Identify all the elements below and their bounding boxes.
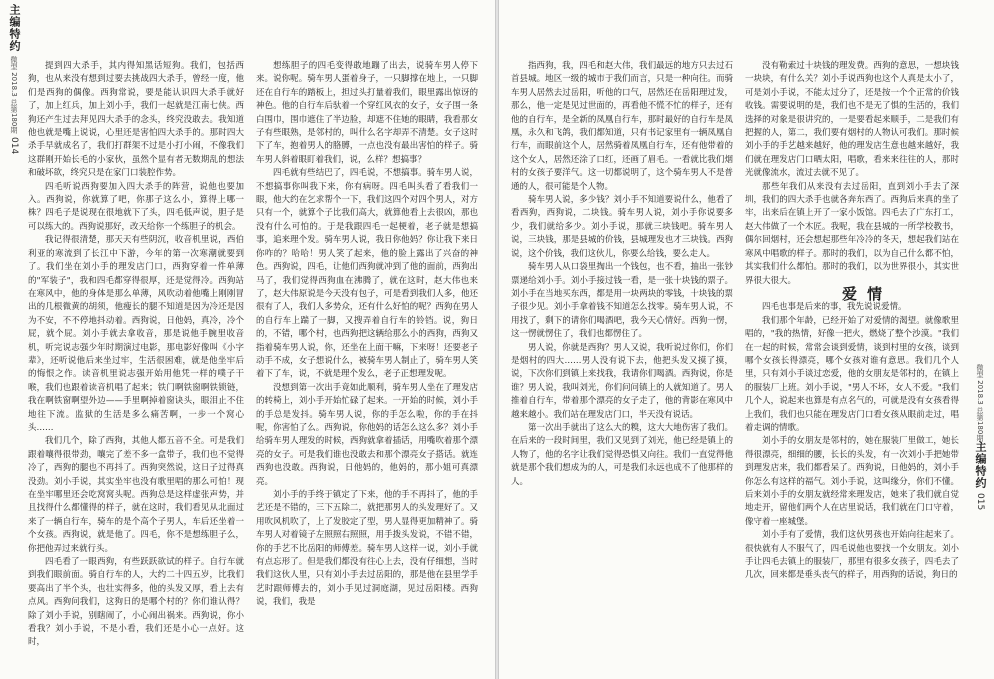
left-page [0, 0, 495, 679]
left-column-1 [28, 60, 244, 671]
paragraph: 没有勒索过十块钱的理发费。西狗的意思，一想块钱一块块，有什么关？刘小手说西狗也这个人真是太小了，可是刘小手说，不能太过分了，还是按一个个正常的价钱收钱。需要说明的是，我们也不是无了惧的生活的，我们选择的对象是很讲究的，一是要看起来顺手，二是我们有把握的人，第二，我们要有烟村的人物认可我们。那时候刘小手的手艺越来越好，他的理发店生意也越来越好，我们就在理发店门口晒太阳，唱歌，看来来往往的人，那时光就像流水，流过去就不见了。 [745, 61, 959, 179]
right-column-1 [511, 60, 733, 671]
right-page [499, 0, 994, 679]
left-page-sidebar [4, 4, 24, 155]
paragraph: 没想到第一次出手竟如此顺利，骑车男人坐在了理发店的转椅上，刘小手开始忙碌了起来。一开始的时候，刘小手的手总是发抖。骑车男人说，你的手怎么啦，你的手在抖呢，你害怕了么。西狗说，你他妈的话怎么这么多？刘小手给骑车男人理发的时候，西狗就拿着插话，用嘴吹着那个漂亮的女子。可是我们谁也没敢去和那个漂亮女子搭话。就连西狗也没敢。西狗说，日他妈的，他妈的，那小姐可真漂亮。 [256, 382, 478, 487]
right-section-title: 主编特约 [974, 441, 987, 490]
right-page-sidebar [970, 360, 990, 511]
paragraph: 提到四大杀手，其内得知黑话短狗。我们，包括西狗，也从来没有想到过要去挑战四大杀手，曾经一度，他们是西狗的偶像。西狗常说，要是能认识四大杀手就好了，加上红兵，加上刘小手，我们一起就是江南七侠。西狗还产生过去拜见四大杀手的念头，终究没敢去。我知道他也就是嘴上说说，心里还是害怕四大杀手的。那时四大杀手早就成名了，我们打群架不过是小打小闹，不像我们这群刚开始长毛的小家伙，虽然个显有者无数期乱的想法和破坏欲，终究只是在家门口装腔作势。 [28, 61, 244, 179]
paragraph: 男人说，你就是西狗？男人又说，我听说过你们，你们是烟村的四大……男人没有说下去，他把头发又摸了摸，说，下次你们到镇上来找我，我请你们喝酒。西狗说，你是谁？男人说，我叫刘光，你们问问镇上的人就知道了。男人推着自行车，带着那个漂亮的女子走了，他的背影在寒风中越来越小。我们站在理发店门口，半天没有说话。 [511, 342, 733, 420]
right-column-2 [745, 60, 959, 671]
paragraph: 四毛听说西狗要加入四大杀手的阵营，说他也要加入。西狗说，你就算了吧，你那子这么小，算得上哪一株？四毛子是说现在很地就下了头，四毛低声说，胆子是可以练大的。西狗说那好，改天给你一个练胆子的机会。 [28, 181, 244, 232]
right-issue-info: 微型 2018.3 总第180期 [976, 364, 984, 442]
paragraph: 四毛就有些结巴了，四毛说，不想搞事。骑车男人说，不想搞事你叫我下来，你有病呀。四毛叫头看了看我们一眼，他大约在乞求帮个一下，我们这四个对四个男人，对方只有一个，就算个子比我们高大，就算他看上去很凶，那也没有什么可怕的。于是我跟四毛一起梗着，老子就是想搞事，追来理个发。骑车男人说，我日你他妈？你让我下来日你咋的？哈哈！男人笑了起来，他的脸上露出了兴奋的神色。西狗说，四毛，让他们西狗就冲到了他的面前，西狗出马了，我们觉得西狗血在沸腾了，就在这时，赵大伟也来了，赵大伟原说是今天没有包子，可是看到我们人多，他还很有了人，我们人多势众，还有什么好怕的呢？西狗在男人的自行车上踹了一脚，又搜弄着自行车的铃铛。说，狗日的，不错，哪个村，也西狗把这辆给那么小的西狗，西狗又指着骑车男人说，你，还坐在上面干嘛，下来呀！还要老子动手不成，女子想说什么，被骑车男人制止了，骑车男人笑着下了车，说，不就是理个发么，老子正想理发呢。 [256, 168, 478, 380]
paragraph: 那些年我们从来没有去过岳阳，直到刘小手去了深圳，我们的四大杀手也就各奔东西了。西狗后来真的坐了牢，出来后在镇上开了一家小饭馆。四毛去了广东打工，赵大伟做了一个木匠。我呢，我在县城的一所学校教书，偶尔回烟村，还会想起那些年冷冷的冬天，想起我们站在寒风中唱歌的样子。那时的我们，以为自己什么都不怕，其实我们什么都怕。那时的我们，以为世界很小，其实世界很大很大。 [745, 181, 959, 286]
left-issue-info: 微型 2018.3 总第180期 [10, 56, 18, 134]
left-section-title: 主编特约 [8, 4, 21, 52]
paragraph: 第一次出手就出了这么大的糗，这大大地伤害了我们。在后来的一段时间里，我们又见到了刘光，他已经是镇上的人物了，他的名字让我们觉得恐惧又向往。我们一直觉得他就是那个我们想成为的人，可是我们永远也成不了他那样的人。 [511, 422, 733, 487]
paragraph: 刘小手有了爱情，我们这伙男孩也开始向往起来了。很快就有人不服气了，四毛说他也要找一个女朋友。刘小手让四毛去镇上的服装厂，那里有很多女孩子，四毛去了几次，回来都是垂头丧气的样子，用西狗的话说，狗日的 [745, 530, 959, 581]
paragraph: 刘小手的手终于镇定了下来，他的手不再抖了，他的手艺还是不错的，三下五除二，就把那男人的头发理好了。又用吹风机吹了，上了发胶定了型，男人显得更加精神了。骑车男人对着镜子左照照右照照，用手拨头发说，不错不错，你的手艺不比岳阳的师傅差。骑车男人这样一说，刘小手就有点忘形了。但是我们都没有往心上去，没有仔细想，当时我们这伙人里，只有刘小手去过岳阳的，那是他在县里学手艺时跟师傅去的，刘小手见过洞庭湖，见过岳阳楼。西狗说，我们，我是 [256, 490, 478, 608]
paragraph: 骑车男人从口袋里掏出一个钱包，也不看，抽出一张钞票递给刘小手。刘小手接过钱一看，是一张十块钱的票子。刘小手在当地买东西，都是用一块两块的零钱，十块钱的票子很少见。刘小手拿着钱不知道怎么找零。骑车男人说，不用找了，剩下的请你们喝酒吧，我今天心情好。西狗一愣，这一愣就愣住了，我们也都愣住了。 [511, 262, 733, 340]
paragraph: 我们那个年龄，已经开始了对爱情的渴望。就像歌里唱的，"我的热情，好像一把火，燃烧了整个沙漠。"我们在一起的时候，常常会谈到爱情，谈到村里的女孩，谈到哪个女孩长得漂亮，哪个女孩对谁有意思。我们几个人里，只有刘小手谈过恋爱，他的女朋友是邻村的，在镇上的服装厂上班。刘小手说，"男人不坏，女人不爱。"我们几个人，说起来也算是有点名气的，可就是没有女孩看得上我们，我们也只能在理发店门口看女孩从眼前走过，唱着走调的情歌。 [745, 315, 959, 433]
paragraph: 指西狗，我，四毛和赵大伟，我们最远的地方只去过石首县城。地区一级的城市于我们而言，只是一种向往。而骑车男人居然去过岳阳，听他的口气，居然还在岳阳理过发，那么，他一定是见过世面的，再看他不慌不忙的样子，还有他的自行车，是全新的凤凰自行车，那时最好的自行车是凤凰，永久和飞鸽，我们都知道，只有书记家里有一辆凤凰自行车，而眼前这个人，居然骑着凤凰自行车，还有他带着的这个女人，居然还涂了口红，还画了眉毛。一看就比我们烟村的女孩子要洋气。这一切都说明了，这个骑车男人不是普通的人，很可能是个人物。 [511, 61, 733, 192]
left-column-2 [256, 60, 478, 671]
left-page-number: 014 [9, 137, 19, 155]
paragraph: 四毛看了一眼西狗，有些跃跃欲试的样子。自行车就到我们眼前面。骑自行车的人，大约二十四五岁，比我们要高出了半个头，也壮实得多，他的头发又厚，看上去有点风。西狗问我们，这狗日的是哪个村的？你们谁认得？除了刘小手说，别瞎闹了，小心闹出祸来。西狗说，你小看我？刘小手说，不是小看，我们还是小心一点好。这时， [28, 557, 244, 648]
paragraph: 我们几个，除了西狗，其他人都五音不全。可是我们跟着嚷得很带劲，嚷完了差不多一盒带子，我们也不觉得冷了，西狗的腿也不再抖了。西狗突然说，这日子过得真没劲。刘小手说，其实坐牢也没有歌里唱的那么可怕！现在坐牢哪里还会吃窝窝头呢。西狗总是这样虚张声势，并且找得什么都懂得的样子，就在这时，我们看见从北面过来了一辆自行车，骑车的是个高个子男人，车后还坐着一个女孩。西狗说，就是他了。四毛，你不是想练胆子么，你把他弄过来就行头。 [28, 436, 244, 554]
section-heading: 爱情 [841, 284, 892, 303]
paragraph: 刘小手的女朋友是邻村的，她在服装厂里做工，她长得很漂亮，细细的腰，长长的头发，有一次刘小手把她带到理发店来，我们都看呆了。西狗说，日他妈的，刘小手你怎么有这样的福气。刘小手说，这叫缘分，你们不懂。后来刘小手的女朋友就经常来理发店，她来了我们就自觉地走开，留他们两个人在店里说话，我们就在门口守着，像守着一座城堡。 [745, 436, 959, 527]
paragraph: 我记得很清楚，那天天有些阴沉，收音机里说，西伯利亚的寒流到了长江中下游，今年的第一次寒潮就要到了。我们坐在刘小手的理发店门口，西狗穿着一件单薄的"军装子"，我和四毛都穿得很厚，还是觉得冷。西狗站在寒风中，他的身体是那么单薄，风吹动着他嘴上刚刚冒出的几根微黄的胡须，他瘦长的腿不知道是因为冷还是因为不安，不不停地抖动着。西狗说，日他妈，真冷，冷个屁，就个屁。刘小手就去拿收音，那是说他手腕里收音机，听完说志强少年时期演过电影，那电影好像叫《小字辈》，还听说他后来坐过牢，生活很困难，就是他坐牢后的悔恨之作。读音机里说志强开始用他凭一样的噗子干喉，我们也跟着读音机唱了起来；铁门啊铁窗啊铁锁链，我在啊铁窗啊望外边——手里啊掉着窗诀头，眼泪止不住地往下流。监狱的生活是多么痛苦啊，一步一个窝心头…… [28, 235, 244, 433]
paragraph: 想练胆子的四毛变得敢地蹦了出去，说骑车男人停下来。说你呢。骑车男人蛋着身子，一只脚撑在地上，一只脚还在自行车的踏板上，担过头打量着我们，眼里露出惊讶的神色。他的自行车后驮着一个穿红风衣的女子，女子围一条白围巾，围巾遮住了半边脸，却遮不住她的眼睛，我看那女子有些眼熟，是邻村的，叫什么名字却弄不清楚。女子这时下了车，抱着男人的胳膊，一点也没有最出害怕的样子。骑车男人斜着眼盯着我们，说，么样？想搞事？ [256, 61, 478, 165]
paragraph: 骑车男人说，多少钱？刘小手不知道要说什么，他看了看西狗，西狗说，二块钱。骑车男人说，刘小手你说要多少，我们就给多少。刘小手说，那就三块钱吧。骑车男人说，三块钱，那是县城的价钱，县城理发也才三块钱。西狗说，这个价钱，我们这伙儿，你要么给钱，要么走人。 [511, 195, 733, 259]
paragraph: 四毛也事是后来的事，我先说说爱情。 [762, 302, 907, 313]
right-page-number: 015 [975, 493, 985, 511]
